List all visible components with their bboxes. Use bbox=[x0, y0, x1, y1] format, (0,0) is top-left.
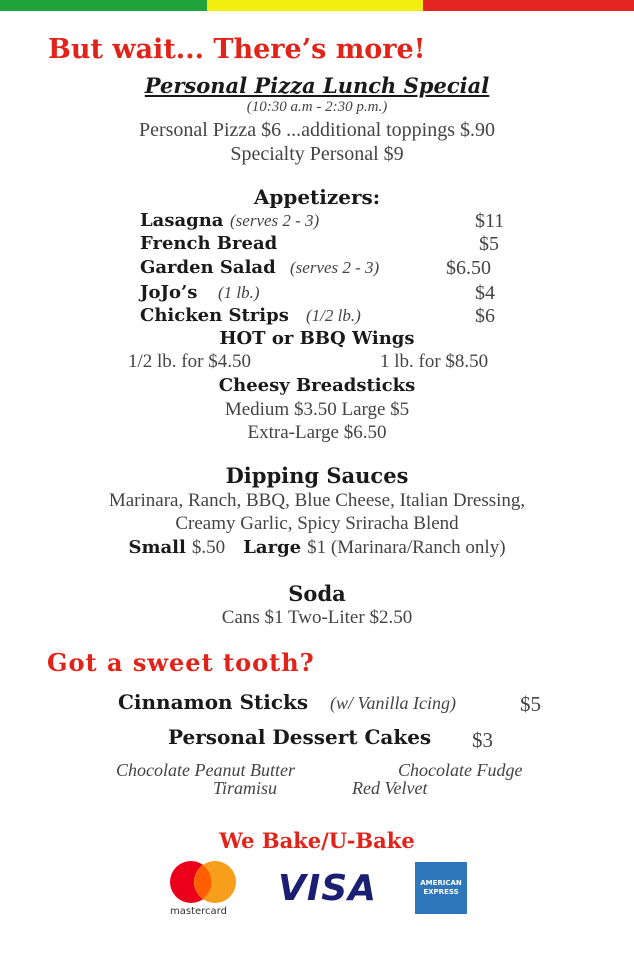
wings-full-price: 1 lb. for $8.50 bbox=[380, 351, 489, 372]
wings-title: HOT or BBQ Wings bbox=[219, 328, 415, 349]
wings-half-price: 1/2 lb. for $4.50 bbox=[128, 351, 251, 372]
appetizers-heading: Appetizers: bbox=[253, 185, 381, 209]
appetizer-note: (1 lb.) bbox=[218, 283, 260, 302]
green-stripe bbox=[0, 0, 207, 11]
breadsticks-line2: Extra-Large $6.50 bbox=[247, 422, 387, 443]
flavor-item: Chocolate Fudge bbox=[398, 760, 523, 780]
amex-logo bbox=[415, 862, 467, 914]
appetizer-name: Garden Salad bbox=[140, 257, 276, 278]
amex-text-line2: EXPRESS bbox=[423, 888, 459, 896]
bake-tagline: We Bake/U-Bake bbox=[219, 828, 415, 853]
sweet-heading: Got a sweet tooth? bbox=[47, 648, 315, 677]
cinnamon-note: (w/ Vanilla Icing) bbox=[330, 693, 456, 713]
page-title: But wait... There’s more! bbox=[48, 34, 426, 65]
small-price: $.50 bbox=[191, 537, 226, 558]
breadsticks-line1: Medium $3.50 Large $5 bbox=[224, 399, 410, 420]
soda-heading: Soda bbox=[288, 581, 346, 606]
lunch-hours: (10:30 a.m - 2:30 p.m.) bbox=[246, 99, 388, 115]
sauces-heading: Dipping Sauces bbox=[225, 463, 409, 488]
sauces-sizes bbox=[0, 536, 634, 559]
large-label: Large bbox=[243, 537, 302, 558]
lunch-special-title: Personal Pizza Lunch Special bbox=[144, 73, 490, 98]
appetizer-price: $5 bbox=[479, 233, 499, 255]
appetizer-note: (serves 2 - 3) bbox=[230, 211, 320, 230]
appetizer-price: $4 bbox=[475, 282, 495, 304]
soda-line: Cans $1 Two-Liter $2.50 bbox=[221, 607, 413, 628]
sauces-line2: Creamy Garlic, Spicy Sriracha Blend bbox=[175, 513, 459, 534]
appetizer-name: Lasagna bbox=[140, 210, 224, 231]
sauces-line1: Marinara, Ranch, BBQ, Blue Cheese, Italian Dressing, bbox=[108, 490, 526, 511]
visa-logo: VISA bbox=[278, 868, 378, 909]
flavor-item: Tiramisu bbox=[213, 778, 278, 798]
cinnamon-price: $5 bbox=[520, 692, 541, 716]
flavor-item: Red Velvet bbox=[352, 778, 428, 798]
mastercard-logo bbox=[163, 858, 243, 920]
appetizer-price: $6 bbox=[475, 305, 495, 327]
red-stripe bbox=[423, 0, 634, 11]
yellow-stripe bbox=[207, 0, 423, 11]
amex-text-line1: AMERICAN bbox=[420, 879, 462, 887]
cinnamon-name: Cinnamon Sticks bbox=[118, 690, 309, 714]
appetizer-name: Chicken Strips bbox=[140, 305, 289, 326]
specialty-price-line: Specialty Personal $9 bbox=[230, 143, 404, 165]
large-price: $1 (Marinara/Ranch only) bbox=[307, 537, 506, 558]
appetizer-name: French Bread bbox=[140, 233, 278, 254]
mastercard-text: mastercard bbox=[170, 906, 227, 917]
appetizer-note: (1/2 lb.) bbox=[306, 306, 361, 325]
appetizer-price: $6.50 bbox=[446, 257, 491, 279]
appetizer-note: (serves 2 - 3) bbox=[290, 258, 380, 277]
appetizer-price: $11 bbox=[475, 210, 505, 232]
flavor-item: Chocolate Peanut Butter bbox=[116, 760, 295, 780]
appetizer-name: JoJo’s bbox=[140, 282, 198, 303]
small-label: Small bbox=[128, 537, 186, 558]
cakes-name: Personal Dessert Cakes bbox=[168, 725, 432, 749]
cakes-price: $3 bbox=[472, 728, 493, 752]
lunch-price-line: Personal Pizza $6 ...additional toppings $.90 bbox=[138, 119, 496, 141]
breadsticks-title: Cheesy Breadsticks bbox=[218, 375, 416, 396]
